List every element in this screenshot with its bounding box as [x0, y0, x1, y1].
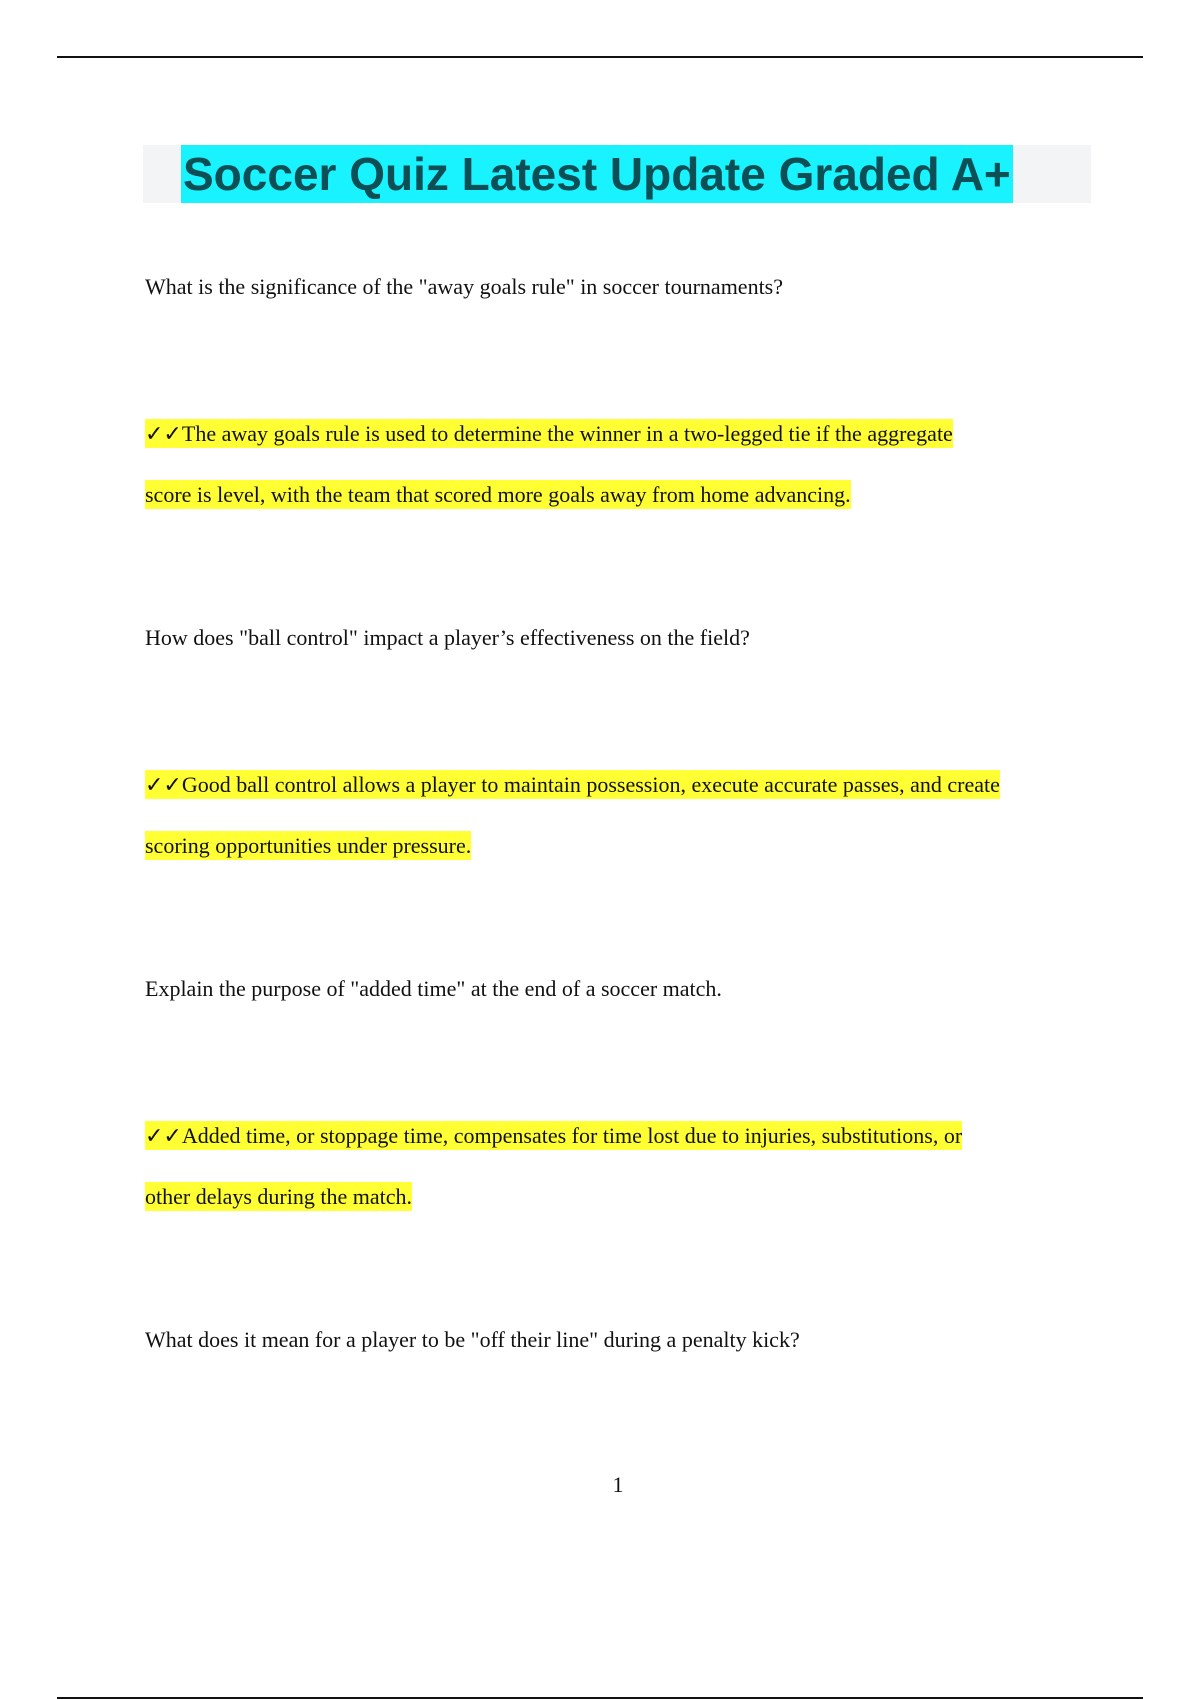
answer-text: score is level, with the team that scored more goals away from home advancing.	[145, 482, 851, 507]
answer-text: other delays during the match.	[145, 1184, 412, 1209]
bottom-rule	[57, 1697, 1143, 1699]
answer-2-line-2	[145, 831, 471, 861]
question-4: What does it mean for a player to be "off their line" during a penalty kick?	[145, 1327, 800, 1352]
double-check-icon: ✓✓	[145, 1124, 182, 1149]
answer-text: scoring opportunities under pressure.	[145, 833, 472, 858]
document-title: Soccer Quiz Latest Update Graded A+	[181, 145, 1013, 203]
answer-3-line-1	[145, 1121, 962, 1152]
question-3: Explain the purpose of "added time" at the end of a soccer match.	[145, 976, 722, 1001]
double-check-icon: ✓✓	[145, 422, 182, 447]
double-check-icon: ✓✓	[145, 773, 182, 798]
question-2: How does "ball control" impact a player’s effectiveness on the field?	[145, 625, 750, 650]
answer-text: The away goals rule is used to determine the winner in a two-legged tie if the aggregate	[181, 421, 953, 446]
page-number: 1	[612, 1472, 624, 1497]
answer-text: Good ball control allows a player to maintain possession, execute accurate passes, and create	[181, 772, 1000, 797]
question-1: What is the significance of the "away goals rule" in soccer tournaments?	[145, 274, 784, 299]
answer-1-line-1	[145, 419, 953, 450]
top-rule	[57, 56, 1143, 58]
answer-text: Added time, or stoppage time, compensates for time lost due to injuries, substitutions, or	[181, 1123, 963, 1148]
answer-3-line-2	[145, 1182, 412, 1212]
answer-1-line-2	[145, 480, 851, 510]
answer-2-line-1	[145, 770, 1000, 801]
